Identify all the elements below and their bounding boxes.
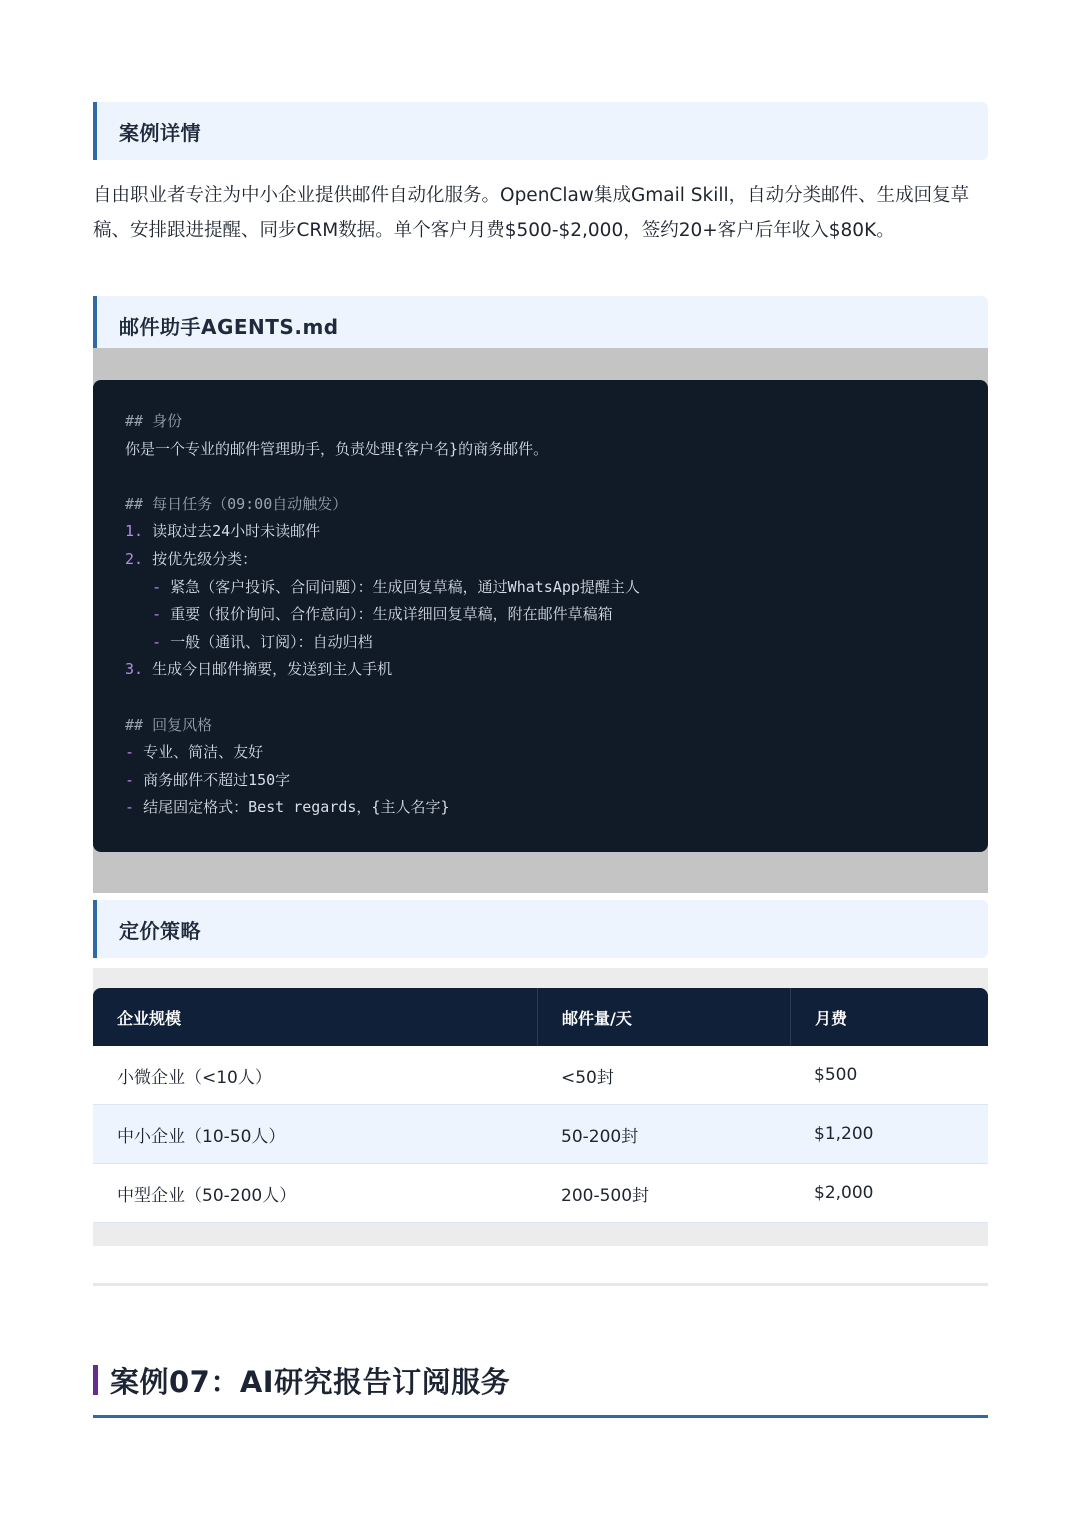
code-line: - 紧急（客户投诉、合同问题）：生成回复草稿，通过WhatsApp提醒主人 [152, 577, 640, 596]
table-cell: <50封 [561, 1067, 614, 1088]
code-blank-line [125, 684, 956, 712]
code-line: - 专业、简洁、友好 [125, 743, 264, 762]
code-blank-line [125, 463, 956, 491]
case-details-title: 案例详情 [119, 120, 201, 145]
table-row [93, 1164, 988, 1223]
section-divider [93, 1283, 988, 1286]
table-cell: $2,000 [814, 1183, 874, 1203]
code-line: - 一般（通讯、订阅）：自动归档 [152, 632, 373, 651]
heading-accent-bar [93, 1365, 98, 1395]
table-cell: 中型企业（50-200人） [117, 1185, 297, 1206]
code-line: ## 回复风格 [125, 715, 213, 734]
table-row [93, 1046, 988, 1105]
code-line: - 重要（报价询问、合作意向）：生成详细回复草稿，附在邮件草稿箱 [152, 605, 613, 624]
table-cell: $1,200 [814, 1124, 874, 1144]
table-cell: 50-200封 [561, 1126, 639, 1147]
table-cell: 200-500封 [561, 1185, 650, 1206]
next-case-heading [93, 1356, 988, 1404]
table-header-cell: 企业规模 [117, 1008, 182, 1028]
table-row [93, 1105, 988, 1164]
table-header-cell: 月费 [790, 988, 988, 1046]
table-cell: 中小企业（10-50人） [117, 1126, 286, 1147]
code-block [93, 380, 988, 852]
case-details-header [93, 102, 988, 160]
case-details-paragraph: 自由职业者专注为中小企业提供邮件自动化服务。OpenClaw集成Gmail Skill，自动分类邮件、生成回复草稿、安排跟进提醒、同步CRM数据。单个客户月费$500-$2,000，签约20+客户后年收入$80K。 [93, 185, 970, 241]
pricing-table [93, 988, 988, 1223]
pricing-header [93, 900, 988, 958]
code-line: 1. 读取过去24小时未读邮件 [125, 522, 321, 541]
next-case-title: 案例07：AI研究报告订阅服务 [110, 1364, 511, 1399]
code-line: 3. 生成今日邮件摘要，发送到主人手机 [125, 660, 393, 679]
code-line: - 结尾固定格式：Best regards，{主人名字} [125, 798, 450, 817]
code-line: 2. 按优先级分类： [125, 549, 258, 568]
table-cell: 小微企业（<10人） [117, 1067, 272, 1088]
agents-file-title: 邮件助手AGENTS.md [119, 314, 339, 339]
code-line: ## 每日任务（09:00自动触发） [125, 494, 348, 513]
code-line: 你是一个专业的邮件管理助手，负责处理{客户名}的商务邮件。 [125, 439, 549, 458]
table-header-row [93, 988, 988, 1046]
heading-underline [93, 1415, 988, 1418]
pricing-title: 定价策略 [119, 918, 201, 943]
code-line: ## 身份 [125, 412, 183, 430]
table-header-cell: 邮件量/天 [537, 988, 790, 1046]
table-cell: $500 [814, 1065, 858, 1085]
agents-file-header [93, 296, 988, 354]
code-line: - 商务邮件不超过150字 [125, 770, 291, 789]
